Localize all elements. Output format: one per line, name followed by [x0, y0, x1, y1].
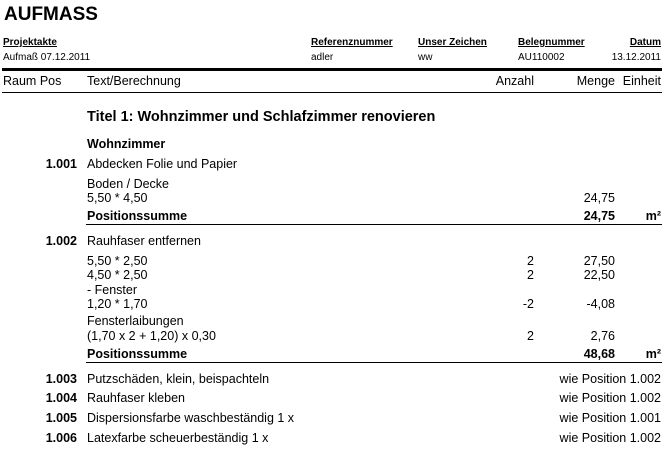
position-description: Abdecken Folie und Papier	[87, 157, 238, 171]
document-title: AUFMASS	[4, 4, 98, 25]
calc-menge: 22,50	[583, 268, 615, 282]
column-header-menge: Menge	[576, 74, 615, 88]
header-rule	[2, 68, 662, 71]
position-unit: m²	[645, 347, 661, 361]
column-rule	[2, 92, 662, 93]
position-number: 1.002	[45, 234, 77, 248]
calc-text: 1,20 * 1,70	[87, 297, 148, 311]
position-reference: wie Position 1.002	[559, 391, 661, 405]
meta-value-projektakte: Aufmaß 07.12.2011	[3, 52, 91, 63]
position-description: Rauhfaser kleben	[87, 391, 185, 405]
position-sum-value: 48,68	[583, 347, 615, 361]
meta-header-datum: Datum	[629, 37, 661, 48]
meta-value-datum: 13.12.2011	[611, 52, 661, 63]
position-reference: wie Position 1.001	[559, 411, 661, 425]
position-sum-value: 24,75	[583, 209, 615, 223]
position-unit: m²	[645, 209, 661, 223]
calc-anzahl: -2	[522, 297, 534, 311]
calc-text: 4,50 * 2,50	[87, 268, 148, 282]
meta-header-belegnummer: Belegnummer	[518, 37, 585, 48]
position-number: 1.003	[45, 372, 77, 386]
position-description: Dispersionsfarbe waschbeständig 1 x	[87, 411, 295, 425]
position-number: 1.004	[45, 391, 77, 405]
column-header-text: Text/Berechnung	[87, 74, 181, 88]
position-description: Putzschäden, klein, beispachteln	[87, 372, 270, 386]
calc-anzahl: 2	[527, 254, 534, 268]
calc-text: - Fenster	[87, 283, 138, 297]
position-description: Latexfarbe scheuerbeständig 1 x	[87, 431, 269, 445]
meta-header-projektakte: Projektakte	[3, 37, 57, 48]
calc-anzahl: 2	[527, 268, 534, 282]
position-sum-label: Positionssumme	[87, 347, 188, 361]
position-number: 1.005	[45, 411, 77, 425]
column-header-anzahl: Anzahl	[495, 74, 534, 88]
position-reference: wie Position 1.002	[559, 372, 661, 386]
meta-value-unser-zeichen: ww	[418, 52, 433, 63]
calc-text: 5,50 * 4,50	[87, 191, 148, 205]
calc-menge: 27,50	[583, 254, 615, 268]
calc-menge: 24,75	[583, 191, 615, 205]
calc-subheading: Boden / Decke	[87, 177, 169, 191]
calc-menge: 2,76	[590, 329, 615, 343]
position-reference: wie Position 1.002	[559, 431, 661, 445]
column-header-raum-pos: Raum Pos	[3, 74, 62, 88]
position-number: 1.006	[45, 431, 77, 445]
position-sum-label: Positionssumme	[87, 209, 188, 223]
calc-text: 5,50 * 2,50	[87, 254, 148, 268]
meta-value-referenznummer: adler	[311, 52, 334, 63]
meta-header-referenznummer: Referenznummer	[311, 37, 393, 48]
column-header-einheit: Einheit	[622, 74, 661, 88]
sum-rule	[86, 362, 662, 363]
meta-value-belegnummer: AU110002	[518, 52, 565, 63]
meta-header-unser-zeichen: Unser Zeichen	[418, 37, 487, 48]
calc-anzahl: 2	[527, 329, 534, 343]
section-title: Titel 1: Wohnzimmer und Schlafzimmer renovieren	[87, 109, 436, 125]
calc-text: (1,70 x 2 + 1,20) x 0,30	[87, 329, 216, 343]
sum-rule	[86, 224, 662, 225]
calc-menge: -4,08	[586, 297, 615, 311]
position-description: Rauhfaser entfernen	[87, 234, 201, 248]
position-number: 1.001	[45, 157, 77, 171]
room-name: Wohnzimmer	[87, 137, 166, 151]
calc-text: Fensterlaibungen	[87, 314, 184, 328]
